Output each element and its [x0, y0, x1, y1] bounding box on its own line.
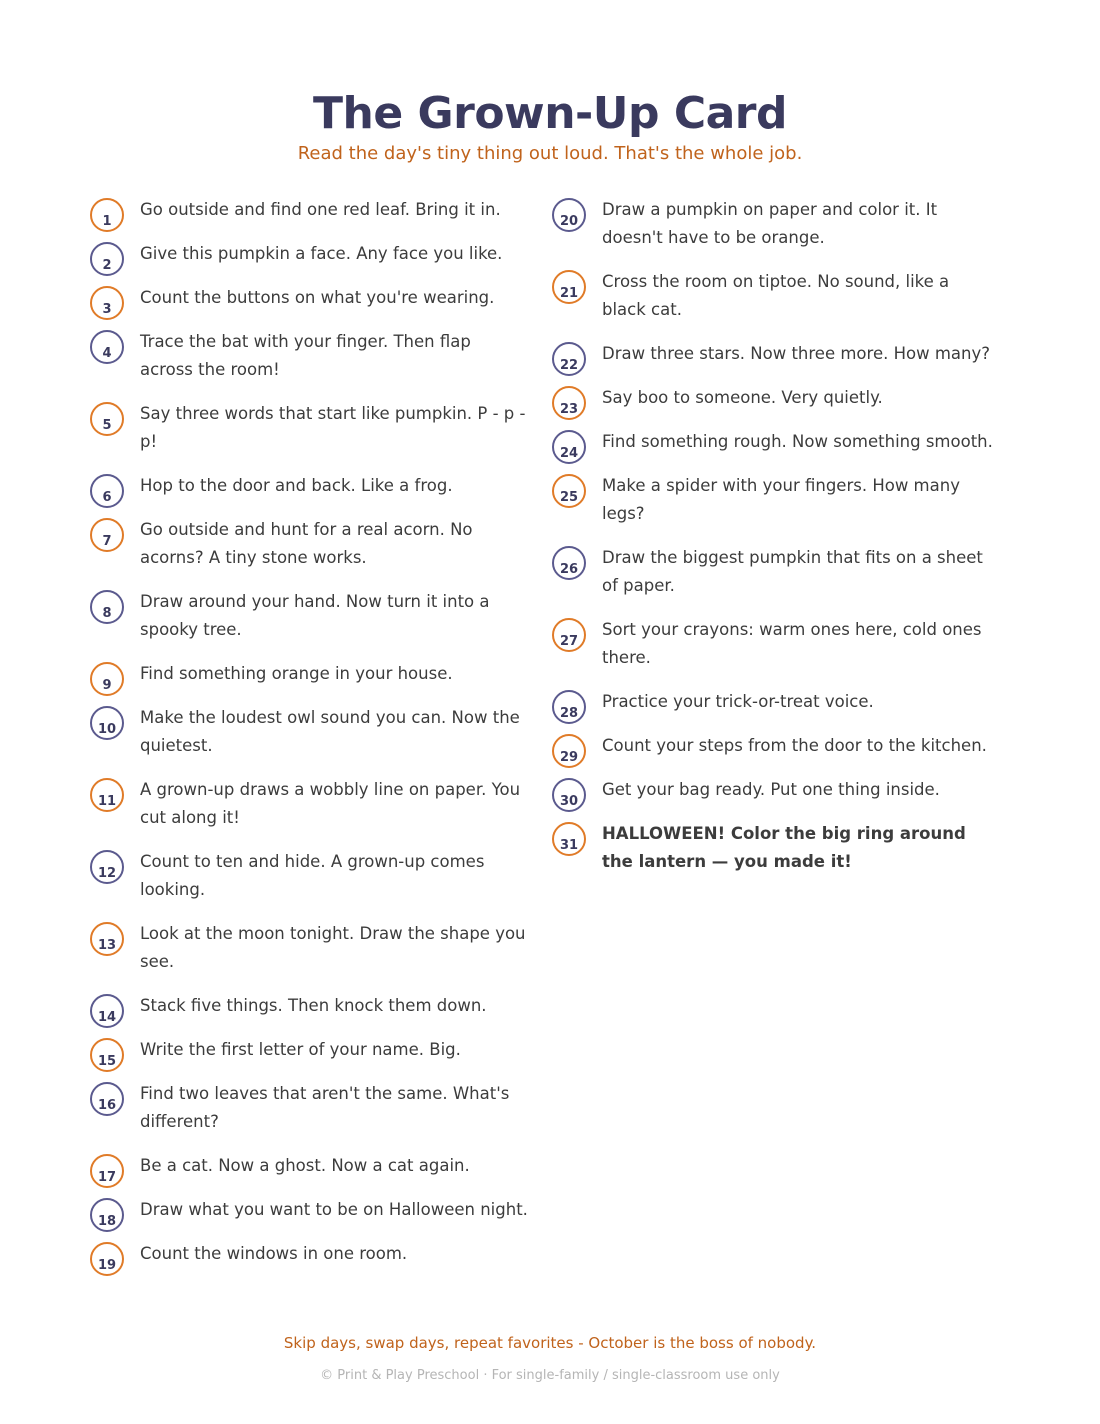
day-number-badge: 13 [90, 922, 124, 956]
day-number-badge: 5 [90, 402, 124, 436]
list-item [88, 1080, 528, 1136]
item-text: Get your bag ready. Put one thing inside. [602, 780, 940, 799]
day-number-badge: 11 [90, 778, 124, 812]
list-item [88, 704, 528, 760]
list-item [88, 1036, 528, 1069]
day-number-badge: 23 [552, 386, 586, 420]
list-item [88, 660, 528, 693]
item-text: Draw what you want to be on Halloween night. [140, 1200, 528, 1219]
day-number-badge: 10 [90, 706, 124, 740]
item-text: Count the windows in one room. [140, 1244, 408, 1263]
item-text: HALLOWEEN! Color the big ring around the lantern — you made it! [602, 824, 966, 871]
item-text: Say three words that start like pumpkin. P - p - p! [140, 404, 526, 451]
item-text: Draw a pumpkin on paper and color it. It doesn't have to be orange. [602, 200, 938, 247]
day-number-badge: 24 [552, 430, 586, 464]
list-item [88, 848, 528, 904]
day-number-badge: 22 [552, 342, 586, 376]
list-item [550, 384, 995, 417]
item-text: Count to ten and hide. A grown-up comes looking. [140, 852, 485, 899]
list-item [550, 268, 995, 324]
list-item [88, 516, 528, 572]
item-text: Make a spider with your fingers. How many legs? [602, 476, 960, 523]
list-item [88, 328, 528, 384]
list-item [88, 1196, 528, 1229]
item-text: A grown-up draws a wobbly line on paper. You cut along it! [140, 780, 521, 827]
list-item [88, 920, 528, 976]
item-text: Cross the room on tiptoe. No sound, like a black cat. [602, 272, 950, 319]
day-number-badge: 25 [552, 474, 586, 508]
list-item [550, 732, 995, 765]
list-item [550, 340, 995, 373]
item-text: Sort your crayons: warm ones here, cold ones there. [602, 620, 982, 667]
list-item [550, 688, 995, 721]
item-text: Find two leaves that aren't the same. What's different? [140, 1084, 510, 1131]
footer-note: Skip days, swap days, repeat favorites - October is the boss of nobody. [283, 1334, 817, 1352]
item-text: Be a cat. Now a ghost. Now a cat again. [140, 1156, 470, 1175]
item-text: Practice your trick-or-treat voice. [602, 692, 874, 711]
list-item [88, 1152, 528, 1185]
item-text: Draw the biggest pumpkin that fits on a sheet of paper. [602, 548, 983, 595]
list-item [88, 1240, 528, 1273]
item-text: Go outside and find one red leaf. Bring it in. [140, 200, 501, 219]
page-title: The Grown-Up Card [313, 88, 787, 139]
day-number-badge: 20 [552, 198, 586, 232]
item-text: Draw three stars. Now three more. How many? [602, 344, 990, 363]
list-item [550, 776, 995, 809]
item-text: Say boo to someone. Very quietly. [602, 388, 883, 407]
list-item [550, 472, 995, 528]
list-item [88, 284, 528, 317]
day-number-badge: 31 [552, 822, 586, 856]
item-text: Make the loudest owl sound you can. Now the quietest. [140, 708, 520, 755]
item-text: Give this pumpkin a face. Any face you like. [140, 244, 503, 263]
day-number-badge: 14 [90, 994, 124, 1028]
day-number-badge: 28 [552, 690, 586, 724]
list-item [550, 616, 995, 672]
day-number-badge: 19 [90, 1242, 124, 1276]
item-text: Count your steps from the door to the kitchen. [602, 736, 987, 755]
day-number-badge: 9 [90, 662, 124, 696]
day-number-badge: 27 [552, 618, 586, 652]
list-item [550, 196, 995, 252]
item-text: Write the first letter of your name. Big. [140, 1040, 461, 1059]
day-number-badge: 18 [90, 1198, 124, 1232]
day-number-badge: 26 [552, 546, 586, 580]
day-number-badge: 17 [90, 1154, 124, 1188]
right-column [550, 196, 995, 892]
item-text: Go outside and hunt for a real acorn. No acorns? A tiny stone works. [140, 520, 473, 567]
list-item [88, 400, 528, 456]
left-column [88, 196, 528, 1284]
day-number-badge: 8 [90, 590, 124, 624]
list-item [550, 428, 995, 461]
item-text: Look at the moon tonight. Draw the shape you see. [140, 924, 526, 971]
list-item [88, 472, 528, 505]
copyright-notice: © Print & Play Preschool · For single-family / single-classroom use only [320, 1368, 780, 1383]
list-item [88, 240, 528, 273]
list-item [88, 776, 528, 832]
day-number-badge: 1 [90, 198, 124, 232]
day-number-badge: 2 [90, 242, 124, 276]
item-text: Draw around your hand. Now turn it into a spooky tree. [140, 592, 490, 639]
day-number-badge: 30 [552, 778, 586, 812]
item-text: Trace the bat with your finger. Then flap across the room! [140, 332, 471, 379]
list-item [88, 196, 528, 229]
list-item [88, 992, 528, 1025]
day-number-badge: 6 [90, 474, 124, 508]
item-text: Hop to the door and back. Like a frog. [140, 476, 453, 495]
day-number-badge: 4 [90, 330, 124, 364]
list-item [88, 588, 528, 644]
item-text: Stack five things. Then knock them down. [140, 996, 487, 1015]
day-number-badge: 15 [90, 1038, 124, 1072]
day-number-badge: 3 [90, 286, 124, 320]
page-subtitle: Read the day's tiny thing out loud. That's the whole job. [297, 143, 803, 164]
list-item-halloween [550, 820, 995, 876]
day-number-badge: 7 [90, 518, 124, 552]
day-number-badge: 21 [552, 270, 586, 304]
day-number-badge: 16 [90, 1082, 124, 1116]
day-number-badge: 12 [90, 850, 124, 884]
day-number-badge: 29 [552, 734, 586, 768]
item-text: Find something orange in your house. [140, 664, 453, 683]
item-text: Find something rough. Now something smooth. [602, 432, 993, 451]
item-text: Count the buttons on what you're wearing. [140, 288, 495, 307]
list-item [550, 544, 995, 600]
